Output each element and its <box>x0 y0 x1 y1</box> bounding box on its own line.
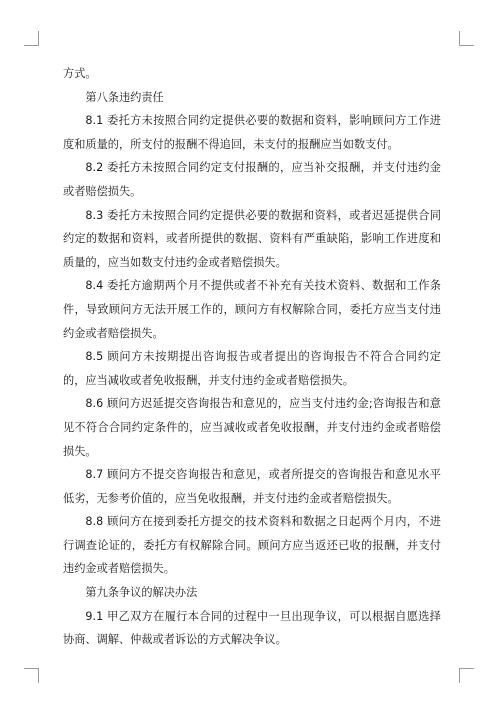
clause-8-7: 8.7 顾问方不提交咨询报告和意见，或者所提交的咨询报告和意见水平低劣，无参考价值的，应当免收报酬，并支付违约金或者赔偿损失。 <box>63 468 441 505</box>
clause-8-3: 8.3 委托方未按照合同约定提供必要的数据和资料，或者迟延提供合同约定的数据和资料，或者所提供的数据、资料有严重缺陷，影响工作进度和质量的，应当如数支付违约金或者赔偿损失。 <box>63 208 441 269</box>
crop-mark-bottom-left <box>24 668 39 683</box>
clause-8-2: 8.2 委托方未按照合同约定支付报酬的，应当补交报酬，并支付违约金或者赔偿损失。 <box>63 161 441 198</box>
clause-8-6: 8.6 顾问方迟延提交咨询报告和意见的，应当支付违约金;咨询报告和意见不符合合同约定条件的，应当减收或者免收报酬，并支付违约金或者赔偿损失。 <box>63 397 441 458</box>
section-heading-article-8: 第八条违约责任 <box>85 90 164 104</box>
section-heading-article-9: 第九条争议的解决办法 <box>85 586 198 600</box>
paragraph-continuation: 方式。 <box>63 67 97 80</box>
crop-mark-top-right <box>459 31 474 46</box>
clause-8-4: 8.4 委托方逾期两个月不提供或者不补充有关技术资料、数据和工作条件，导致顾问方无法开展工作的，顾问方有权解除合同，委托方应当支付违约金或者赔偿损失。 <box>63 279 441 340</box>
clause-8-1: 8.1 委托方未按照合同约定提供必要的数据和资料，影响顾问方工作进度和质量的，所支付的报酬不得追回，未支付的报酬应当如数支付。 <box>63 114 441 151</box>
document-body <box>63 62 441 652</box>
crop-mark-top-left <box>24 31 39 46</box>
clause-8-5: 8.5 顾问方未按期提出咨询报告或者提出的咨询报告不符合合同约定的，应当减收或者免收报酬，并支付违约金或者赔偿损失。 <box>63 350 441 387</box>
clause-9-1: 9.1 甲乙双方在履行本合同的过程中一旦出现争议，可以根据自愿选择协商、调解、仲裁或者诉讼的方式解决争议。 <box>63 609 441 647</box>
clause-8-8: 8.8 顾问方在接到委托方提交的技术资料和数据之日起两个月内，不进行调查论证的，委托方有权解除合同。顾问方应当返还已收的报酬，并支付违约金或者赔偿损失。 <box>63 515 441 576</box>
crop-mark-bottom-right <box>459 668 474 683</box>
